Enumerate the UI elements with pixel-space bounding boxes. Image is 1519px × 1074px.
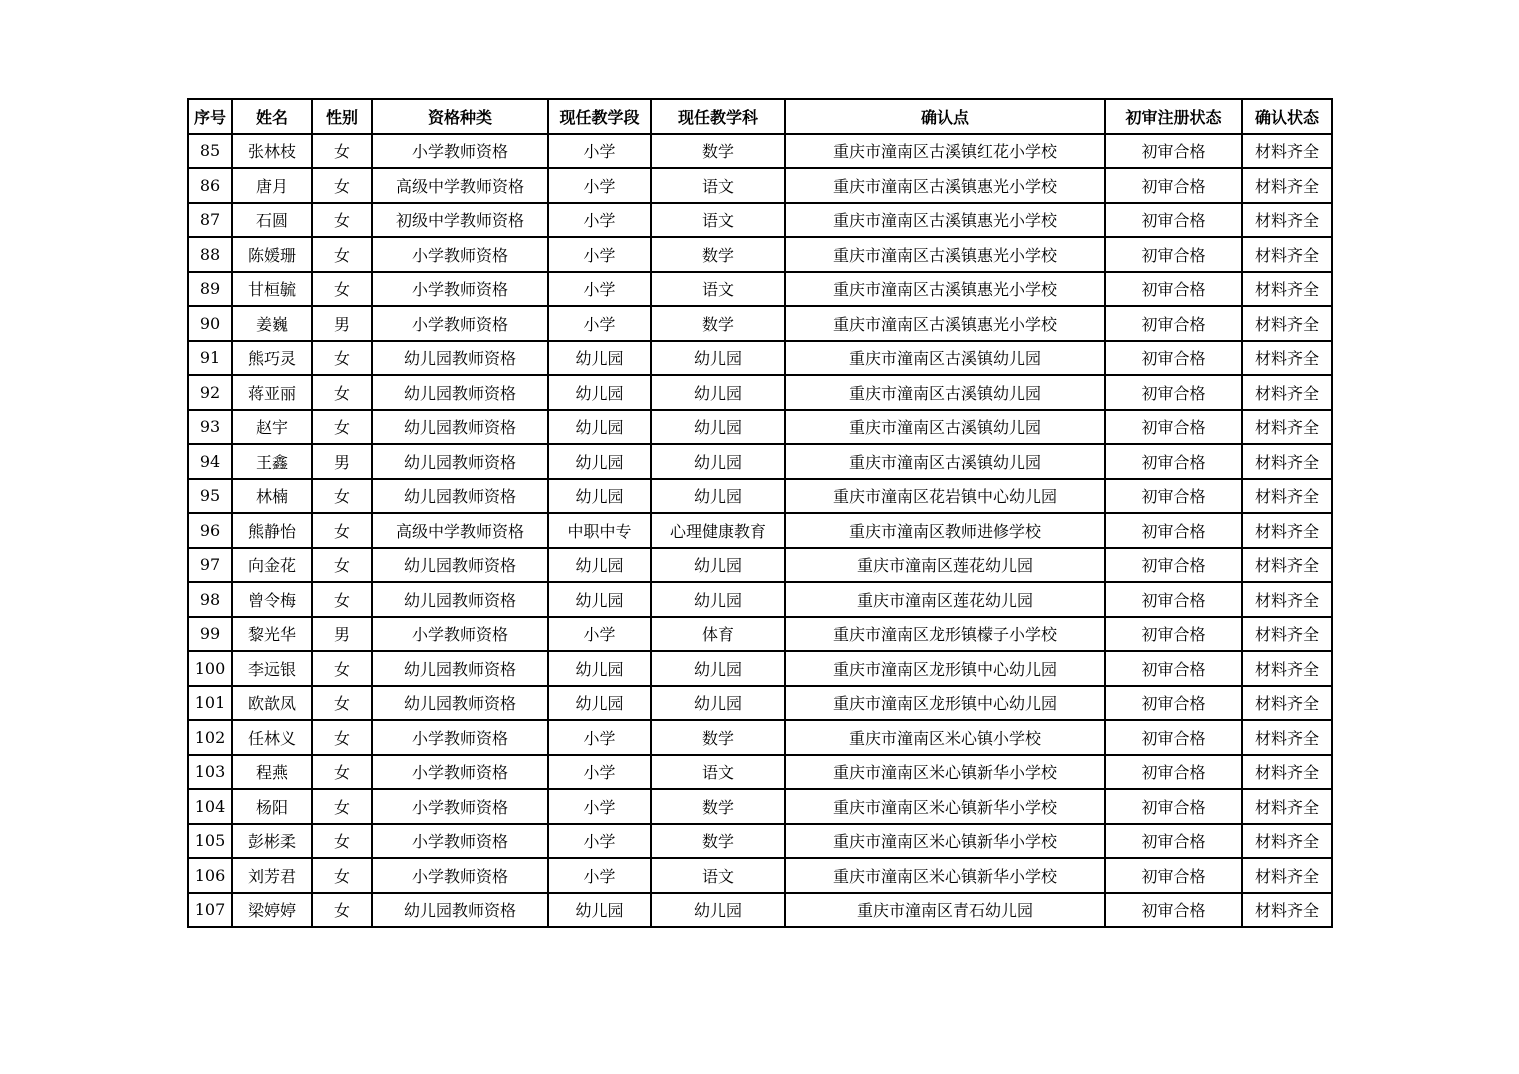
cell-name: 熊静怡 <box>232 513 312 548</box>
cell-review-status: 初审合格 <box>1105 237 1242 272</box>
cell-name: 曾令梅 <box>232 582 312 617</box>
cell-teaching-stage: 幼儿园 <box>548 582 651 617</box>
cell-teaching-stage: 小学 <box>548 789 651 824</box>
header-confirmation-site: 确认点 <box>785 99 1105 134</box>
cell-confirm-status: 材料齐全 <box>1242 444 1332 479</box>
cell-review-status: 初审合格 <box>1105 755 1242 790</box>
cell-qualification-type: 小学教师资格 <box>372 306 548 341</box>
cell-confirmation-site: 重庆市潼南区龙形镇檬子小学校 <box>785 617 1105 652</box>
cell-teaching-stage: 小学 <box>548 824 651 859</box>
cell-index: 97 <box>188 548 232 583</box>
cell-confirmation-site: 重庆市潼南区古溪镇幼儿园 <box>785 444 1105 479</box>
cell-confirmation-site: 重庆市潼南区米心镇新华小学校 <box>785 858 1105 893</box>
table-row <box>188 651 1332 686</box>
cell-gender: 男 <box>312 444 372 479</box>
cell-confirmation-site: 重庆市潼南区龙形镇中心幼儿园 <box>785 686 1105 721</box>
cell-confirm-status: 材料齐全 <box>1242 410 1332 445</box>
cell-name: 甘桓毓 <box>232 272 312 307</box>
cell-review-status: 初审合格 <box>1105 444 1242 479</box>
cell-teaching-stage: 小学 <box>548 272 651 307</box>
cell-gender: 女 <box>312 134 372 169</box>
cell-teaching-stage: 小学 <box>548 306 651 341</box>
cell-confirm-status: 材料齐全 <box>1242 272 1332 307</box>
table-row <box>188 893 1332 928</box>
cell-teaching-subject: 语文 <box>651 272 785 307</box>
header-qualification-type: 资格种类 <box>372 99 548 134</box>
cell-gender: 女 <box>312 824 372 859</box>
cell-review-status: 初审合格 <box>1105 720 1242 755</box>
cell-index: 89 <box>188 272 232 307</box>
cell-gender: 女 <box>312 237 372 272</box>
cell-qualification-type: 幼儿园教师资格 <box>372 651 548 686</box>
cell-teaching-stage: 小学 <box>548 168 651 203</box>
table-row <box>188 548 1332 583</box>
cell-teaching-subject: 语文 <box>651 755 785 790</box>
cell-confirmation-site: 重庆市潼南区教师进修学校 <box>785 513 1105 548</box>
header-teaching-stage: 现任教学段 <box>548 99 651 134</box>
cell-confirmation-site: 重庆市潼南区古溪镇幼儿园 <box>785 410 1105 445</box>
cell-name: 刘芳君 <box>232 858 312 893</box>
cell-confirmation-site: 重庆市潼南区米心镇新华小学校 <box>785 789 1105 824</box>
cell-teaching-stage: 小学 <box>548 134 651 169</box>
cell-teaching-subject: 幼儿园 <box>651 375 785 410</box>
cell-teaching-subject: 幼儿园 <box>651 893 785 928</box>
cell-teaching-subject: 数学 <box>651 720 785 755</box>
cell-gender: 女 <box>312 168 372 203</box>
table-row <box>188 513 1332 548</box>
table-row <box>188 858 1332 893</box>
cell-teaching-subject: 数学 <box>651 789 785 824</box>
cell-qualification-type: 幼儿园教师资格 <box>372 444 548 479</box>
cell-gender: 女 <box>312 341 372 376</box>
table-row <box>188 306 1332 341</box>
cell-qualification-type: 初级中学教师资格 <box>372 203 548 238</box>
cell-review-status: 初审合格 <box>1105 479 1242 514</box>
cell-teaching-stage: 小学 <box>548 755 651 790</box>
cell-gender: 女 <box>312 272 372 307</box>
cell-confirmation-site: 重庆市潼南区古溪镇惠光小学校 <box>785 203 1105 238</box>
cell-index: 88 <box>188 237 232 272</box>
cell-teaching-subject: 幼儿园 <box>651 686 785 721</box>
cell-index: 90 <box>188 306 232 341</box>
header-index: 序号 <box>188 99 232 134</box>
cell-confirmation-site: 重庆市潼南区花岩镇中心幼儿园 <box>785 479 1105 514</box>
table-row <box>188 617 1332 652</box>
cell-index: 98 <box>188 582 232 617</box>
cell-index: 87 <box>188 203 232 238</box>
cell-confirmation-site: 重庆市潼南区米心镇新华小学校 <box>785 755 1105 790</box>
cell-confirm-status: 材料齐全 <box>1242 134 1332 169</box>
cell-gender: 女 <box>312 479 372 514</box>
header-review-status: 初审注册状态 <box>1105 99 1242 134</box>
cell-confirm-status: 材料齐全 <box>1242 755 1332 790</box>
cell-index: 95 <box>188 479 232 514</box>
cell-name: 向金花 <box>232 548 312 583</box>
cell-teaching-stage: 中职中专 <box>548 513 651 548</box>
cell-confirmation-site: 重庆市潼南区龙形镇中心幼儿园 <box>785 651 1105 686</box>
cell-name: 欧歆凤 <box>232 686 312 721</box>
cell-teaching-subject: 体育 <box>651 617 785 652</box>
table-row <box>188 686 1332 721</box>
cell-teaching-subject: 数学 <box>651 237 785 272</box>
cell-confirm-status: 材料齐全 <box>1242 720 1332 755</box>
cell-confirmation-site: 重庆市潼南区莲花幼儿园 <box>785 582 1105 617</box>
header-name: 姓名 <box>232 99 312 134</box>
cell-qualification-type: 幼儿园教师资格 <box>372 686 548 721</box>
table-row <box>188 341 1332 376</box>
cell-confirm-status: 材料齐全 <box>1242 858 1332 893</box>
cell-name: 林楠 <box>232 479 312 514</box>
cell-gender: 女 <box>312 513 372 548</box>
table-row <box>188 720 1332 755</box>
cell-teaching-stage: 幼儿园 <box>548 548 651 583</box>
cell-gender: 女 <box>312 720 372 755</box>
cell-teaching-subject: 心理健康教育 <box>651 513 785 548</box>
cell-name: 张林枝 <box>232 134 312 169</box>
cell-confirm-status: 材料齐全 <box>1242 168 1332 203</box>
cell-teaching-subject: 数学 <box>651 306 785 341</box>
cell-teaching-subject: 幼儿园 <box>651 444 785 479</box>
cell-confirmation-site: 重庆市潼南区青石幼儿园 <box>785 893 1105 928</box>
cell-teaching-subject: 语文 <box>651 203 785 238</box>
cell-teaching-subject: 幼儿园 <box>651 410 785 445</box>
cell-gender: 女 <box>312 755 372 790</box>
cell-index: 94 <box>188 444 232 479</box>
cell-review-status: 初审合格 <box>1105 824 1242 859</box>
cell-index: 99 <box>188 617 232 652</box>
cell-confirm-status: 材料齐全 <box>1242 893 1332 928</box>
table-row <box>188 824 1332 859</box>
cell-review-status: 初审合格 <box>1105 134 1242 169</box>
table-row <box>188 755 1332 790</box>
cell-gender: 女 <box>312 410 372 445</box>
cell-teaching-subject: 语文 <box>651 168 785 203</box>
cell-confirmation-site: 重庆市潼南区古溪镇惠光小学校 <box>785 168 1105 203</box>
cell-confirmation-site: 重庆市潼南区古溪镇幼儿园 <box>785 375 1105 410</box>
cell-index: 104 <box>188 789 232 824</box>
table-row <box>188 410 1332 445</box>
cell-index: 101 <box>188 686 232 721</box>
cell-gender: 女 <box>312 789 372 824</box>
cell-teaching-stage: 幼儿园 <box>548 893 651 928</box>
cell-name: 唐月 <box>232 168 312 203</box>
table-row <box>188 789 1332 824</box>
cell-confirm-status: 材料齐全 <box>1242 513 1332 548</box>
cell-qualification-type: 小学教师资格 <box>372 755 548 790</box>
header-confirm-status: 确认状态 <box>1242 99 1332 134</box>
table-row <box>188 134 1332 169</box>
cell-qualification-type: 小学教师资格 <box>372 134 548 169</box>
cell-name: 任林义 <box>232 720 312 755</box>
cell-review-status: 初审合格 <box>1105 306 1242 341</box>
cell-review-status: 初审合格 <box>1105 375 1242 410</box>
cell-confirmation-site: 重庆市潼南区米心镇小学校 <box>785 720 1105 755</box>
cell-index: 93 <box>188 410 232 445</box>
cell-qualification-type: 小学教师资格 <box>372 789 548 824</box>
cell-name: 赵宇 <box>232 410 312 445</box>
cell-review-status: 初审合格 <box>1105 410 1242 445</box>
cell-teaching-stage: 幼儿园 <box>548 479 651 514</box>
cell-gender: 女 <box>312 375 372 410</box>
cell-confirmation-site: 重庆市潼南区古溪镇幼儿园 <box>785 341 1105 376</box>
table-row <box>188 272 1332 307</box>
cell-index: 86 <box>188 168 232 203</box>
cell-confirm-status: 材料齐全 <box>1242 651 1332 686</box>
cell-review-status: 初审合格 <box>1105 272 1242 307</box>
cell-review-status: 初审合格 <box>1105 582 1242 617</box>
cell-gender: 男 <box>312 617 372 652</box>
cell-name: 姜巍 <box>232 306 312 341</box>
table-row <box>188 237 1332 272</box>
cell-teaching-subject: 幼儿园 <box>651 651 785 686</box>
cell-teaching-stage: 小学 <box>548 203 651 238</box>
cell-teaching-subject: 幼儿园 <box>651 341 785 376</box>
cell-index: 100 <box>188 651 232 686</box>
teacher-registration-table <box>187 98 1333 928</box>
cell-teaching-subject: 数学 <box>651 824 785 859</box>
cell-gender: 女 <box>312 203 372 238</box>
cell-gender: 男 <box>312 306 372 341</box>
cell-teaching-subject: 幼儿园 <box>651 582 785 617</box>
cell-name: 梁婷婷 <box>232 893 312 928</box>
cell-qualification-type: 小学教师资格 <box>372 720 548 755</box>
cell-review-status: 初审合格 <box>1105 858 1242 893</box>
cell-name: 杨阳 <box>232 789 312 824</box>
cell-teaching-stage: 幼儿园 <box>548 410 651 445</box>
table-row <box>188 582 1332 617</box>
cell-index: 96 <box>188 513 232 548</box>
cell-teaching-stage: 小学 <box>548 720 651 755</box>
table-row <box>188 203 1332 238</box>
cell-confirm-status: 材料齐全 <box>1242 306 1332 341</box>
cell-confirm-status: 材料齐全 <box>1242 548 1332 583</box>
cell-confirm-status: 材料齐全 <box>1242 686 1332 721</box>
cell-teaching-stage: 幼儿园 <box>548 341 651 376</box>
cell-review-status: 初审合格 <box>1105 686 1242 721</box>
cell-index: 102 <box>188 720 232 755</box>
table-row <box>188 375 1332 410</box>
cell-gender: 女 <box>312 548 372 583</box>
cell-qualification-type: 高级中学教师资格 <box>372 513 548 548</box>
cell-gender: 女 <box>312 582 372 617</box>
cell-teaching-subject: 幼儿园 <box>651 479 785 514</box>
cell-review-status: 初审合格 <box>1105 168 1242 203</box>
cell-review-status: 初审合格 <box>1105 203 1242 238</box>
cell-confirm-status: 材料齐全 <box>1242 237 1332 272</box>
cell-name: 彭彬柔 <box>232 824 312 859</box>
cell-confirmation-site: 重庆市潼南区古溪镇惠光小学校 <box>785 272 1105 307</box>
cell-qualification-type: 小学教师资格 <box>372 824 548 859</box>
table-row <box>188 444 1332 479</box>
cell-teaching-stage: 小学 <box>548 237 651 272</box>
header-gender: 性别 <box>312 99 372 134</box>
cell-confirm-status: 材料齐全 <box>1242 203 1332 238</box>
cell-name: 王鑫 <box>232 444 312 479</box>
cell-confirm-status: 材料齐全 <box>1242 375 1332 410</box>
cell-qualification-type: 幼儿园教师资格 <box>372 582 548 617</box>
cell-teaching-subject: 语文 <box>651 858 785 893</box>
cell-confirm-status: 材料齐全 <box>1242 582 1332 617</box>
table-row <box>188 479 1332 514</box>
cell-qualification-type: 高级中学教师资格 <box>372 168 548 203</box>
table-row <box>188 168 1332 203</box>
cell-index: 92 <box>188 375 232 410</box>
cell-confirmation-site: 重庆市潼南区古溪镇红花小学校 <box>785 134 1105 169</box>
cell-teaching-stage: 幼儿园 <box>548 444 651 479</box>
cell-confirm-status: 材料齐全 <box>1242 341 1332 376</box>
cell-review-status: 初审合格 <box>1105 617 1242 652</box>
cell-confirmation-site: 重庆市潼南区古溪镇惠光小学校 <box>785 237 1105 272</box>
cell-qualification-type: 小学教师资格 <box>372 272 548 307</box>
cell-gender: 女 <box>312 858 372 893</box>
cell-name: 黎光华 <box>232 617 312 652</box>
cell-confirm-status: 材料齐全 <box>1242 824 1332 859</box>
cell-teaching-subject: 数学 <box>651 134 785 169</box>
cell-confirmation-site: 重庆市潼南区莲花幼儿园 <box>785 548 1105 583</box>
cell-teaching-stage: 小学 <box>548 617 651 652</box>
cell-qualification-type: 小学教师资格 <box>372 617 548 652</box>
cell-gender: 女 <box>312 686 372 721</box>
cell-teaching-stage: 幼儿园 <box>548 651 651 686</box>
cell-name: 石圆 <box>232 203 312 238</box>
cell-name: 李远银 <box>232 651 312 686</box>
cell-teaching-subject: 幼儿园 <box>651 548 785 583</box>
cell-index: 103 <box>188 755 232 790</box>
cell-review-status: 初审合格 <box>1105 513 1242 548</box>
cell-qualification-type: 幼儿园教师资格 <box>372 893 548 928</box>
cell-name: 程燕 <box>232 755 312 790</box>
cell-index: 85 <box>188 134 232 169</box>
cell-teaching-stage: 幼儿园 <box>548 375 651 410</box>
cell-name: 蒋亚丽 <box>232 375 312 410</box>
cell-review-status: 初审合格 <box>1105 651 1242 686</box>
cell-qualification-type: 小学教师资格 <box>372 237 548 272</box>
cell-qualification-type: 幼儿园教师资格 <box>372 375 548 410</box>
cell-review-status: 初审合格 <box>1105 341 1242 376</box>
cell-review-status: 初审合格 <box>1105 789 1242 824</box>
cell-index: 105 <box>188 824 232 859</box>
cell-confirm-status: 材料齐全 <box>1242 479 1332 514</box>
cell-confirm-status: 材料齐全 <box>1242 789 1332 824</box>
header-teaching-subject: 现任教学科 <box>651 99 785 134</box>
cell-teaching-stage: 小学 <box>548 858 651 893</box>
cell-confirm-status: 材料齐全 <box>1242 617 1332 652</box>
cell-teaching-stage: 幼儿园 <box>548 686 651 721</box>
header-row <box>188 99 1332 134</box>
cell-gender: 女 <box>312 893 372 928</box>
cell-review-status: 初审合格 <box>1105 893 1242 928</box>
cell-qualification-type: 幼儿园教师资格 <box>372 341 548 376</box>
cell-qualification-type: 幼儿园教师资格 <box>372 410 548 445</box>
cell-qualification-type: 幼儿园教师资格 <box>372 548 548 583</box>
cell-qualification-type: 小学教师资格 <box>372 858 548 893</box>
cell-gender: 女 <box>312 651 372 686</box>
cell-review-status: 初审合格 <box>1105 548 1242 583</box>
cell-index: 107 <box>188 893 232 928</box>
cell-name: 陈媛珊 <box>232 237 312 272</box>
cell-qualification-type: 幼儿园教师资格 <box>372 479 548 514</box>
cell-index: 91 <box>188 341 232 376</box>
cell-name: 熊巧灵 <box>232 341 312 376</box>
cell-confirmation-site: 重庆市潼南区米心镇新华小学校 <box>785 824 1105 859</box>
cell-confirmation-site: 重庆市潼南区古溪镇惠光小学校 <box>785 306 1105 341</box>
cell-index: 106 <box>188 858 232 893</box>
